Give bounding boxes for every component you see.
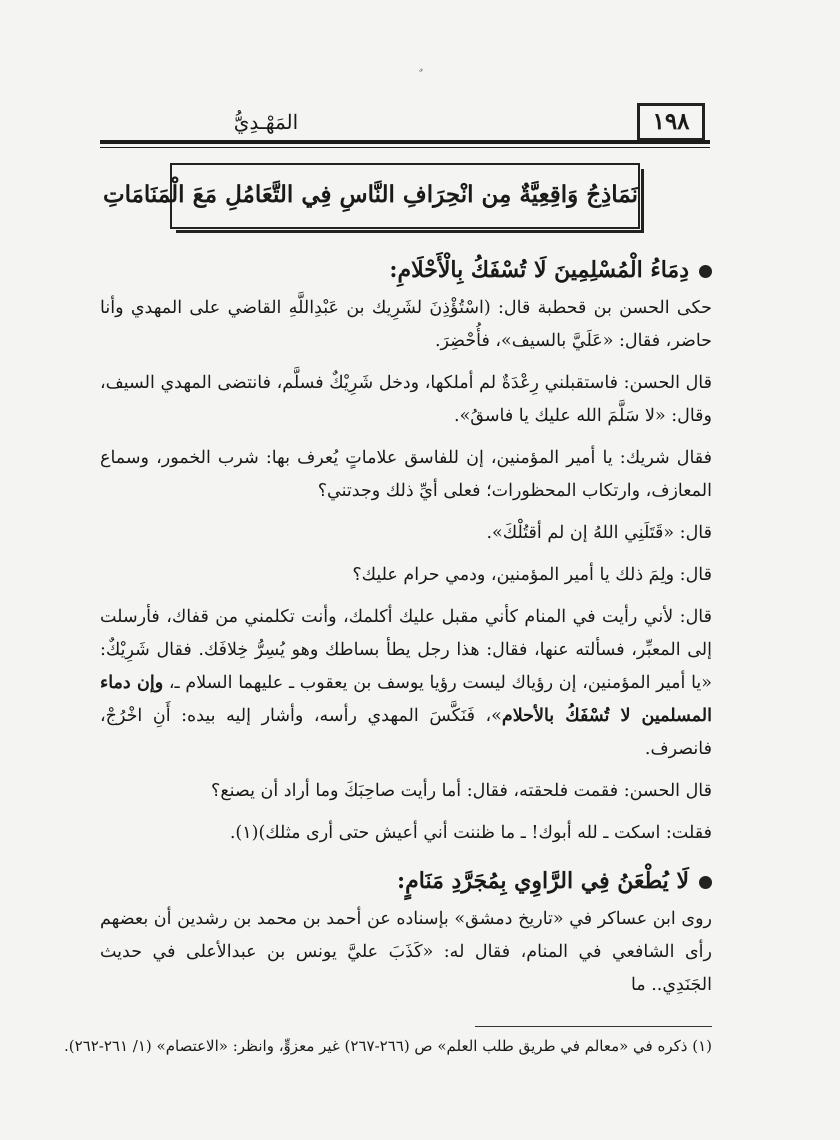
paragraph-7: قال الحسن: فقمت فلحقته، فقال: أما رأيت صاحِبَكَ وما أراد أن يصنع؟	[211, 781, 712, 801]
paragraph-8: فقلت: اسكت ـ لله أبوك! ـ ما ظننت أني أعيش حتى أرى مثلك)(١).	[229, 823, 712, 843]
running-head: المَهْـدِيُّ	[233, 110, 299, 134]
paragraph-4: قال: «قَتَلَنِي اللهُ إن لم أقتُلْكَ».	[486, 523, 712, 543]
paragraph-6-bold: وإن دماء المسلمين لا تُسْفَكُ بالأحلام	[100, 673, 712, 726]
header-rule-thin	[100, 147, 710, 148]
section-title: نَمَاذِجُ وَاقِعِيَّةٌ مِن انْحِرَافِ النَّاسِ فِي التَّعَامُلِ مَعَ الْمَنَامَاتِ	[102, 181, 638, 208]
bullet-icon	[699, 876, 712, 889]
paragraph-6-part-a: قال: لأني رأيت في المنام كأني مقبل عليك أكلمك، وأنت تكلمني من قفاك، فأرسلت إلى المعبِّر، فسألته عنها، فقال: هذا رجل يطأ بساطك وهو يُسِرُّ خِلافَك. فقال شَرِيْكٌ: «يا أمير المؤمنين، إن رؤياك ليست رؤيا يوسف بن يعقوب ـ عليهما السلام ـ،	[100, 607, 712, 693]
subheading-1	[100, 248, 712, 292]
paragraph-9: روى ابن عساكر في «تاريخ دمشق» بإسناده عن أحمد بن محمد بن رشدين أن بعضهم رأى الشافعي في المنام، فقال له: «كَذَبَ عليَّ يونس بن عبدالأعلى في حديث الجَنَدِي.. ما	[100, 909, 712, 995]
subheading-2	[100, 859, 712, 903]
paragraph-6-part-c: »، فَنَكَّسَ المهدي رأسه، وأشار إليه بيده: أَنِ اخْرُجْ، فانصرف.	[100, 706, 712, 759]
paragraph-2: قال الحسن: فاستقبلني رِعْدَةٌ لم أملكها، ودخل شَرِيْكٌ فسلَّم، فانتضى المهدي السيف، وقال: «لا سَلَّمَ الله عليك يا فاسقُ».	[100, 373, 712, 426]
section-title-box	[102, 163, 640, 229]
paragraph-3: فقال شريك: يا أمير المؤمنين، إن للفاسق علاماتٍ يُعرف بها: شرب الخمور، وسماع المعازف، وارتكاب المحظورات؛ فعلى أيِّ ذلك وجدتني؟	[100, 448, 712, 501]
body-text	[100, 240, 712, 1011]
paragraph-5: قال: ولِمَ ذلك يا أمير المؤمنين، ودمي حرام عليك؟	[352, 565, 712, 585]
page-number-box: ١٩٨	[637, 103, 705, 141]
bullet-icon	[699, 265, 712, 278]
footnote-separator	[475, 1026, 712, 1027]
subheading-2-text: لَا يُطْعَنُ فِي الرَّاوِي بِمُجَرَّدِ مَنَامٍ:	[397, 868, 689, 894]
paragraph-1: حكى الحسن بن قحطبة قال: (اسْتُؤْذِنَ لشَرِيك بن عَبْدِاللَّهِ القاضي على المهدي وأنا حاضر، فقال: «عَلَيَّ بالسيف»، فأُحْضِرَ.	[100, 298, 712, 351]
footnote: (١) ذكره في «معالم في طريق طلب العلم» ص (٢٦٦-٢٦٧) غير معزوٍّ، وانظر: «الاعتصام» (١/ ٢٦١-٢٦٢).	[63, 1037, 712, 1055]
paragraph-6	[100, 601, 712, 766]
header-rule-thick	[100, 140, 710, 144]
subheading-1-text: دِمَاءُ الْمُسْلِمِينَ لَا تُسْفَكُ بِالْأَحْلَامِ:	[389, 257, 689, 283]
